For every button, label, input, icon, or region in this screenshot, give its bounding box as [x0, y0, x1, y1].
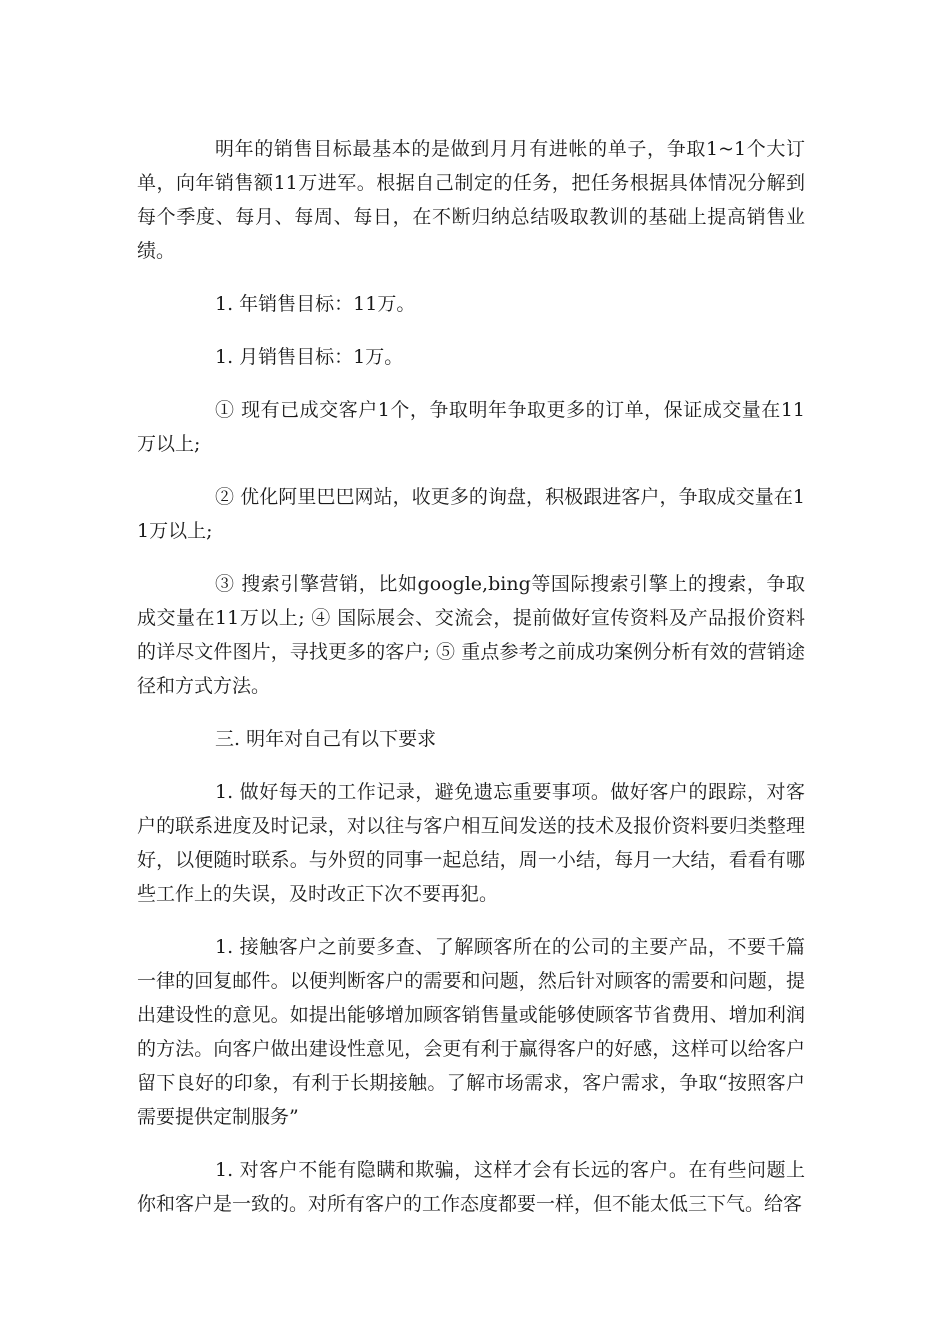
paragraph-sales-goal-intro: 明年的销售目标最基本的是做到月月有进帐的单子，争取1~1个大订单，向年销售额11万进军。根据自己制定的任务，把任务根据具体情况分解到每个季度、每月、每周、每日，在不断归纳总结吸取教训的基础上提高销售业绩。 — [137, 138, 805, 262]
paragraph-monthly-target: 1. 月销售目标：1万。 — [215, 346, 404, 368]
document-body — [137, 132, 805, 1240]
paragraph-alibaba: ② 优化阿里巴巴网站，收更多的询盘，积极跟进客户，争取成交量在11万以上; — [137, 486, 805, 542]
paragraph-work-records: 1. 做好每天的工作记录，避免遗忘重要事项。做好客户的跟踪，对客户的联系进度及时记录，对以往与客户相互间发送的技术及报价资料要归类整理好，以便随时联系。与外贸的同事一起总结，周一小结，每月一大结，看看有哪些工作上的失误，及时改正下次不要再犯。 — [137, 781, 805, 905]
section-heading-requirements: 三. 明年对自己有以下要求 — [215, 728, 437, 750]
paragraph-annual-target: 1. 年销售目标：11万。 — [215, 293, 416, 315]
paragraph-honesty: 1. 对客户不能有隐瞒和欺骗，这样才会有长远的客户。在有些问题上你和客户是一致的。对所有客户的工作态度都要一样，但不能太低三下气。给客 — [137, 1159, 805, 1215]
paragraph-know-clients: 1. 接触客户之前要多查、了解顾客所在的公司的主要产品，不要千篇一律的回复邮件。以便判断客户的需要和问题，然后针对顾客的需要和问题，提出建设性的意见。如提出能够增加顾客销售量或能够使顾客节省费用、增加利润的方法。向客户做出建设性意见，会更有利于赢得客户的好感，这样可以给客户留下良好的印象，有利于长期接触。了解市场需求，客户需求，争取“按照客户需要提供定制服务” — [137, 936, 805, 1128]
paragraph-existing-clients: ① 现有已成交客户1个，争取明年争取更多的订单，保证成交量在11万以上; — [137, 399, 805, 455]
paragraph-search-marketing: ③ 搜索引擎营销，比如google,bing等国际搜索引擎上的搜索，争取成交量在11万以上; ④ 国际展会、交流会，提前做好宣传资料及产品报价资料的详尽文件图片，寻找更多的客户; ⑤ 重点参考之前成功案例分析有效的营销途径和方式方法。 — [137, 573, 805, 697]
